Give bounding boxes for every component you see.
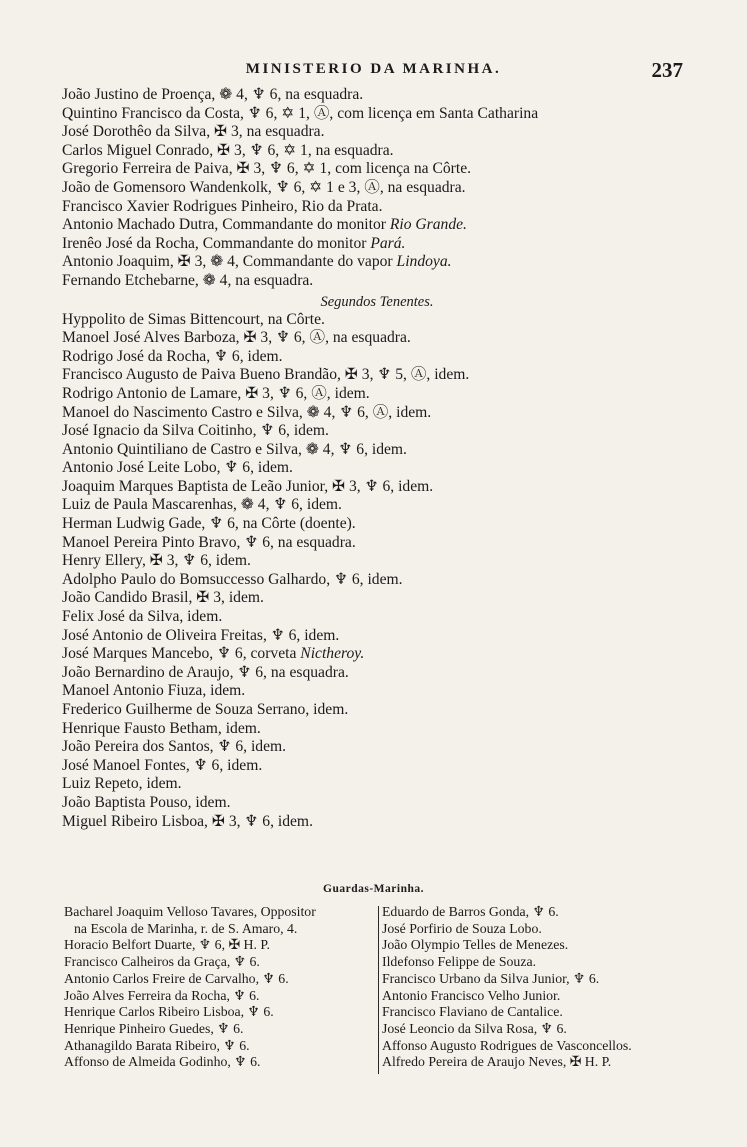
entries-segundos-item: José Antonio de Oliveira Freitas, ♆ 6, idem.: [62, 626, 340, 644]
entries-segundos-item: Rodrigo Antonio de Lamare, ✠ 3, ♆ 6, Ⓐ, idem.: [62, 384, 370, 402]
guardas-right-item: José Leoncio da Silva Rosa, ♆ 6.: [382, 1020, 567, 1036]
entries-segundos-item: Miguel Ribeiro Lisboa, ✠ 3, ♆ 6, idem.: [62, 812, 313, 830]
guardas-right-item: Affonso Augusto Rodrigues de Vasconcellos.: [382, 1037, 632, 1053]
segundos-tenentes-list: [62, 311, 692, 832]
entries-top-item: Carlos Miguel Conrado, ✠ 3, ♆ 6, ✡ 1, na esquadra.: [62, 141, 394, 159]
entries-segundos-item: João Bernardino de Araujo, ♆ 6, na esquadra.: [62, 663, 349, 681]
guardas-left-item: Bacharel Joaquim Velloso Tavares, Oppositor: [64, 904, 316, 919]
guardas-right-item: Eduardo de Barros Gonda, ♆ 6.: [382, 904, 559, 919]
entries-segundos-item: Hyppolito de Simas Bittencourt, na Côrte.: [62, 310, 325, 328]
guardas-right-item: Francisco Flaviano de Cantalice.: [382, 1004, 563, 1020]
entries-segundos-item: Manoel Pereira Pinto Bravo, ♆ 6, na esquadra.: [62, 533, 356, 551]
entries-segundos-item: Luiz de Paula Mascarenhas, ❁ 4, ♆ 6, idem.: [62, 496, 342, 514]
entries-segundos-item: Henry Ellery, ✠ 3, ♆ 6, idem.: [62, 552, 251, 570]
guardas-right-item: Antonio Francisco Velho Junior.: [382, 987, 561, 1003]
section-title-segundos-tenentes: Segundos Tenentes.: [320, 293, 434, 310]
entries-segundos-item: José Manoel Fontes, ♆ 6, idem.: [62, 756, 263, 774]
entries-segundos-item: João Pereira dos Santos, ♆ 6, idem.: [62, 738, 287, 756]
entries-top-item: João de Gomensoro Wandenkolk, ♆ 6, ✡ 1 e 3, Ⓐ, na esquadra.: [62, 178, 466, 196]
page-header: [64, 58, 683, 84]
column-divider: [378, 906, 379, 1074]
entries-top-item: Quintino Francisco da Costa, ♆ 6, ✡ 1, Ⓐ, com licença em Santa Catharina: [62, 104, 539, 122]
guardas-left-item: Horacio Belfort Duarte, ♆ 6, ✠ H. P.: [64, 937, 270, 953]
section-title-guardas-marinha: Guardas-Marinha.: [323, 883, 424, 895]
guardas-left-item: Athanagildo Barata Ribeiro, ♆ 6.: [64, 1037, 250, 1053]
entries-segundos-item: Felix José da Silva, idem.: [62, 608, 223, 626]
entries-segundos-item: José Ignacio da Silva Coitinho, ♆ 6, idem.: [62, 422, 329, 440]
guardas-right-item: João Olympio Telles de Menezes.: [382, 937, 569, 953]
entries-segundos-item: Manoel José Alves Barboza, ✠ 3, ♆ 6, Ⓐ, na esquadra.: [62, 329, 411, 347]
entries-top-item: João Justino de Proença, ❁ 4, ♆ 6, na esquadra.: [62, 86, 364, 103]
entries-segundos-item: José Marques Mancebo, ♆ 6, corveta Nictheroy.: [62, 645, 365, 663]
entries-top-item: José Dorothêo da Silva, ✠ 3, na esquadra.: [62, 123, 325, 141]
entries-segundos-item: Herman Ludwig Gade, ♆ 6, na Côrte (doente).: [62, 515, 356, 533]
guardas-left-item: Henrique Pinheiro Guedes, ♆ 6.: [64, 1020, 244, 1036]
entries-segundos-item: João Candido Brasil, ✠ 3, idem.: [62, 589, 264, 607]
entries-segundos-item: Luiz Repeto, idem.: [62, 775, 182, 793]
guardas-left-column: [64, 904, 376, 1071]
entries-top-item: Irenêo José da Rocha, Commandante do monitor Pará.: [62, 234, 406, 252]
guardas-left-item: Antonio Carlos Freire de Carvalho, ♆ 6.: [64, 970, 289, 986]
entries-segundos-item: Rodrigo José da Rocha, ♆ 6, idem.: [62, 347, 283, 365]
entries-segundos-item: Antonio Quintiliano de Castro e Silva, ❁ 4, ♆ 6, idem.: [62, 440, 407, 458]
primeiros-tenentes-list: [62, 86, 692, 291]
running-head-title: MINISTERIO DA MARINHA.: [245, 61, 502, 77]
entries-top-item: Antonio Machado Dutra, Commandante do monitor Rio Grande.: [62, 216, 467, 234]
entries-top-item: Gregorio Ferreira de Paiva, ✠ 3, ♆ 6, ✡ 1, com licença na Côrte.: [62, 160, 472, 178]
guardas-right-item: Francisco Urbano da Silva Junior, ♆ 6.: [382, 970, 600, 986]
entries-segundos-item: Henrique Fausto Betham, idem.: [62, 719, 261, 737]
entries-top-item: Francisco Xavier Rodrigues Pinheiro, Rio da Prata.: [62, 197, 383, 215]
guardas-left-item: João Alves Ferreira da Rocha, ♆ 6.: [64, 987, 260, 1003]
entries-segundos-item: Antonio José Leite Lobo, ♆ 6, idem.: [62, 459, 293, 477]
guardas-right-item: Alfredo Pereira de Araujo Neves, ✠ H. P.: [382, 1054, 612, 1070]
guardas-right-item: Ildefonso Felippe de Souza.: [382, 954, 537, 970]
officer-list: [62, 86, 692, 831]
entries-segundos-item: Francisco Augusto de Paiva Bueno Brandão, ✠ 3, ♆ 5, Ⓐ, idem.: [62, 366, 470, 384]
entries-segundos-item: Manoel do Nascimento Castro e Silva, ❁ 4, ♆ 6, Ⓐ, idem.: [62, 403, 432, 421]
entries-top-item: Fernando Etchebarne, ❁ 4, na esquadra.: [62, 271, 314, 289]
entries-top-item: Antonio Joaquim, ✠ 3, ❁ 4, Commandante do vapor Lindoya.: [62, 253, 452, 271]
entries-segundos-item: Adolpho Paulo do Bomsuccesso Galhardo, ♆ 6, idem.: [62, 570, 403, 588]
entries-segundos-item: Joaquim Marques Baptista de Leão Junior, ✠ 3, ♆ 6, idem.: [62, 477, 434, 495]
entries-segundos-item: Manoel Antonio Fiuza, idem.: [62, 682, 246, 700]
guardas-right-item: José Porfirio de Souza Lobo.: [382, 920, 542, 936]
page-number: 237: [651, 58, 683, 82]
guardas-left-item: Affonso de Almeida Godinho, ♆ 6.: [64, 1054, 261, 1070]
entries-segundos-item: João Baptista Pouso, idem.: [62, 793, 231, 811]
guardas-left-item: Francisco Calheiros da Graça, ♆ 6.: [64, 954, 260, 970]
entries-segundos-item: Frederico Guilherme de Souza Serrano, idem.: [62, 701, 349, 718]
guardas-right-column: [382, 904, 698, 1071]
guardas-left-item: Henrique Carlos Ribeiro Lisboa, ♆ 6.: [64, 1004, 274, 1020]
guardas-left-item: na Escola de Marinha, r. de S. Amaro, 4.: [74, 920, 298, 936]
